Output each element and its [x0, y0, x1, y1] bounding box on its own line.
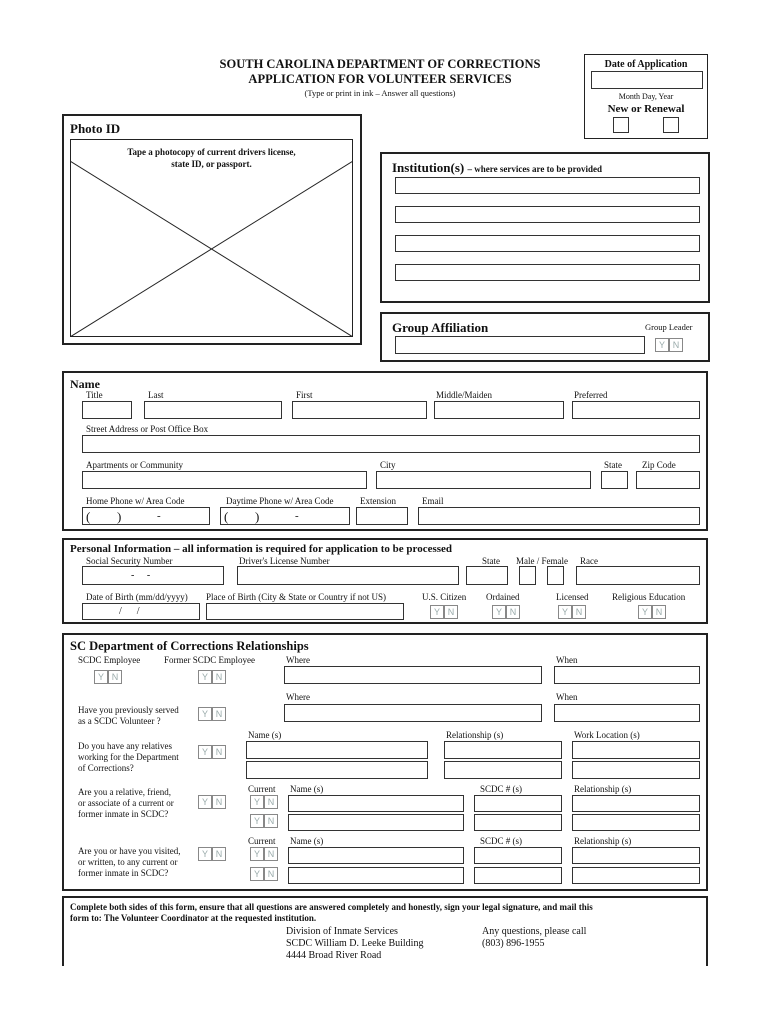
address-line-3: 4444 Broad River Road: [286, 950, 382, 961]
volunteer-when-input[interactable]: [554, 704, 700, 722]
no-option[interactable]: N: [652, 605, 666, 619]
visit-current-yn-2[interactable]: [250, 867, 278, 881]
group-leader-label: Group Leader: [645, 322, 693, 332]
group-affiliation-input[interactable]: [395, 336, 645, 354]
name-section: [62, 371, 708, 531]
q4-line-2: or written, to any current or: [78, 857, 178, 867]
extension-input[interactable]: [356, 507, 408, 525]
dob-input[interactable]: [82, 603, 200, 620]
previous-volunteer-question: [78, 705, 179, 727]
title-label: Title: [86, 390, 103, 400]
institutions-title: [392, 161, 602, 174]
sex-label: Male / Female: [516, 556, 568, 566]
no-option[interactable]: N: [444, 605, 458, 619]
day-phone-dash: -: [295, 510, 299, 522]
visit-question: [78, 846, 180, 879]
personal-info-title: Personal Information – all information is required for application to be processed: [70, 543, 453, 555]
q1-line-1: Have you previously served: [78, 705, 179, 715]
relative-name-input-2[interactable]: [246, 761, 428, 779]
associate-scdc-input-2[interactable]: [474, 814, 562, 831]
relationships-title: SC Department of Corrections Relationships: [70, 639, 309, 653]
female-checkbox[interactable]: [547, 566, 564, 585]
citizen-label: U.S. Citizen: [422, 592, 467, 602]
home-phone-paren-left: (: [86, 509, 91, 524]
visit-current-yn-1[interactable]: [250, 847, 278, 861]
address-line-2: SCDC William D. Leeke Building: [286, 938, 424, 949]
title-input[interactable]: [82, 401, 132, 419]
state-input[interactable]: [601, 471, 628, 489]
title-line-1: SOUTH CAROLINA DEPARTMENT OF CORRECTIONS: [219, 57, 541, 71]
yes-option[interactable]: Y: [250, 867, 264, 881]
yes-option[interactable]: Y: [492, 605, 506, 619]
form-title: [180, 57, 580, 99]
no-option[interactable]: N: [108, 670, 122, 684]
new-checkbox[interactable]: [613, 117, 629, 133]
institution-input-2[interactable]: [395, 206, 700, 223]
dl-input[interactable]: [237, 566, 459, 585]
institution-input-3[interactable]: [395, 235, 700, 252]
q2-line-1: Do you have any relatives: [78, 741, 172, 751]
date-of-application-input[interactable]: [591, 71, 703, 89]
associate-relationship-input-1[interactable]: [572, 795, 700, 812]
group-leader-yn[interactable]: [655, 338, 683, 352]
contact-line-1: Any questions, please call: [482, 926, 587, 937]
contact-info: [482, 926, 586, 950]
home-phone-paren-right: ): [117, 509, 122, 524]
where-label-1: Where: [286, 655, 310, 665]
address-line-1: Division of Inmate Services: [286, 926, 398, 937]
relative-relationship-input-2[interactable]: [444, 761, 562, 779]
no-option[interactable]: N: [264, 867, 278, 881]
q2-line-3: of Corrections?: [78, 763, 134, 773]
yes-option[interactable]: Y: [250, 847, 264, 861]
contact-phone: (803) 896-1955: [482, 938, 545, 949]
associate-question: [78, 787, 174, 820]
last-name-input[interactable]: [144, 401, 282, 419]
when-label-2: When: [556, 692, 578, 702]
associate-scdc-input-1[interactable]: [474, 795, 562, 812]
ssn-mask: - -: [131, 570, 151, 581]
preferred-label: Preferred: [574, 390, 608, 400]
dl-state-label: State: [482, 556, 500, 566]
middle-label: Middle/Maiden: [436, 390, 492, 400]
home-phone-label: Home Phone w/ Area Code: [86, 496, 185, 506]
licensed-yn[interactable]: [558, 605, 586, 619]
mailing-address: [286, 926, 423, 962]
q1-line-2: as a SCDC Volunteer ?: [78, 716, 161, 726]
zip-label: Zip Code: [642, 460, 676, 470]
ordained-yn[interactable]: [492, 605, 520, 619]
yes-option[interactable]: Y: [430, 605, 444, 619]
footer-section: [62, 896, 708, 966]
dl-state-input[interactable]: [466, 566, 508, 585]
relatives-names-label: Name (s): [248, 730, 282, 740]
yes-option[interactable]: Y: [94, 670, 108, 684]
extension-label: Extension: [360, 496, 396, 506]
no-option[interactable]: N: [506, 605, 520, 619]
associate-current-yn-2[interactable]: [250, 814, 278, 828]
associate-relationship-label: Relationship (s): [574, 784, 632, 794]
relatives-question: [78, 741, 179, 774]
male-checkbox[interactable]: [519, 566, 536, 585]
yes-option[interactable]: Y: [250, 814, 264, 828]
group-affiliation-title: Group Affiliation: [392, 320, 489, 335]
yes-option[interactable]: Y: [198, 707, 212, 721]
relative-work-location-input-1[interactable]: [572, 741, 700, 759]
associate-name-input-2[interactable]: [288, 814, 464, 831]
no-option[interactable]: N: [264, 814, 278, 828]
yes-option[interactable]: Y: [198, 795, 212, 809]
relative-name-input-1[interactable]: [246, 741, 428, 759]
no-option[interactable]: N: [212, 707, 226, 721]
scdc-employee-label: SCDC Employee: [78, 655, 141, 665]
race-label: Race: [580, 556, 598, 566]
no-option[interactable]: N: [572, 605, 586, 619]
no-option[interactable]: N: [212, 745, 226, 759]
no-option[interactable]: N: [212, 847, 226, 861]
institutions-section: [380, 152, 710, 303]
ssn-input[interactable]: [82, 566, 224, 585]
visit-current-label: Current: [248, 836, 276, 846]
no-option[interactable]: N: [264, 795, 278, 809]
day-phone-paren-left: (: [224, 509, 229, 524]
pob-input[interactable]: [206, 603, 404, 620]
daytime-phone-label: Daytime Phone w/ Area Code: [226, 496, 334, 506]
photo-id-title: Photo ID: [70, 121, 121, 136]
city-input[interactable]: [376, 471, 591, 489]
date-box-title: Date of Application: [604, 59, 688, 70]
relatives-yn[interactable]: [198, 745, 226, 759]
associate-scdc-no-label: SCDC # (s): [480, 784, 523, 794]
group-affiliation-section: [380, 312, 710, 362]
yes-option[interactable]: Y: [250, 795, 264, 809]
visit-scdc-input-1[interactable]: [474, 847, 562, 864]
q3-line-3: former inmate in SCDC?: [78, 809, 169, 819]
new-renewal-label: New or Renewal: [607, 103, 685, 115]
dob-mask: / /: [119, 606, 140, 617]
email-label: Email: [422, 496, 444, 506]
ssn-label: Social Security Number: [86, 556, 173, 566]
scdc-relationships-section: [62, 633, 708, 891]
ordained-label: Ordained: [486, 592, 520, 602]
yes-option[interactable]: Y: [558, 605, 572, 619]
yes-option[interactable]: Y: [638, 605, 652, 619]
preferred-name-input[interactable]: [572, 401, 700, 419]
visit-scdc-input-2[interactable]: [474, 867, 562, 884]
no-option[interactable]: N: [212, 670, 226, 684]
employee-when-input[interactable]: [554, 666, 700, 684]
scdc-employee-yn[interactable]: [94, 670, 122, 684]
visit-relationship-input-2[interactable]: [572, 867, 700, 884]
visit-scdc-no-label: SCDC # (s): [480, 836, 523, 846]
institution-input-1[interactable]: [395, 177, 700, 194]
photo-instructions: [71, 146, 352, 170]
yes-option[interactable]: Y: [198, 670, 212, 684]
employee-where-input[interactable]: [284, 666, 542, 684]
title-line-2: APPLICATION FOR VOLUNTEER SERVICES: [248, 72, 512, 86]
institutions-title-text: Institution(s): [392, 160, 465, 175]
previous-volunteer-yn[interactable]: [198, 707, 226, 721]
home-phone-input[interactable]: [82, 507, 210, 525]
name-title: Name: [70, 377, 100, 391]
photo-id-section: [62, 114, 362, 345]
visit-name-input-1[interactable]: [288, 847, 464, 864]
visit-name-input-2[interactable]: [288, 867, 464, 884]
yes-option[interactable]: Y: [198, 847, 212, 861]
dl-label: Driver's License Number: [239, 556, 330, 566]
footer-line-2: form to: The Volunteer Coordinator at the requested institution.: [70, 913, 317, 923]
date-hint: Month Day, Year: [618, 92, 674, 101]
middle-name-input[interactable]: [434, 401, 564, 419]
associate-names-label: Name (s): [290, 784, 324, 794]
no-option[interactable]: N: [212, 795, 226, 809]
q4-line-1: Are you or have you visited,: [78, 846, 181, 856]
day-phone-paren-right: ): [255, 509, 260, 524]
associate-current-yn-1[interactable]: [250, 795, 278, 809]
institutions-subtitle: – where services are to be provided: [467, 164, 602, 174]
relatives-relationship-label: Relationship (s): [446, 730, 504, 740]
q4-line-3: former inmate in SCDC?: [78, 868, 169, 878]
citizen-yn[interactable]: [430, 605, 458, 619]
no-option[interactable]: N: [264, 847, 278, 861]
relative-work-location-input-2[interactable]: [572, 761, 700, 779]
photo-instruction-2: state ID, or passport.: [171, 159, 252, 169]
home-phone-dash: -: [157, 510, 161, 522]
relative-relationship-input-1[interactable]: [444, 741, 562, 759]
photo-instruction-1: Tape a photocopy of current drivers license,: [127, 147, 296, 157]
where-label-2: Where: [286, 692, 310, 702]
street-label: Street Address or Post Office Box: [86, 424, 209, 434]
street-input[interactable]: [82, 435, 700, 453]
associate-relationship-input-2[interactable]: [572, 814, 700, 831]
religious-education-label: Religious Education: [612, 592, 686, 602]
visit-relationship-label: Relationship (s): [574, 836, 632, 846]
former-employee-label: Former SCDC Employee: [164, 655, 255, 665]
no-option[interactable]: N: [669, 338, 683, 352]
yes-option[interactable]: Y: [655, 338, 669, 352]
associate-name-input-1[interactable]: [288, 795, 464, 812]
associate-yn[interactable]: [198, 795, 226, 809]
race-input[interactable]: [576, 566, 700, 585]
visit-yn[interactable]: [198, 847, 226, 861]
q3-line-1: Are you a relative, friend,: [78, 787, 171, 797]
associate-current-label: Current: [248, 784, 276, 794]
daytime-phone-input[interactable]: [220, 507, 350, 525]
city-label: City: [380, 460, 396, 470]
first-name-input[interactable]: [292, 401, 427, 419]
personal-information-section: [62, 538, 708, 624]
religious-education-yn[interactable]: [638, 605, 666, 619]
apartments-input[interactable]: [82, 471, 367, 489]
volunteer-where-input[interactable]: [284, 704, 542, 722]
first-label: First: [296, 390, 313, 400]
institution-input-4[interactable]: [395, 264, 700, 281]
renewal-checkbox[interactable]: [663, 117, 679, 133]
zip-input[interactable]: [636, 471, 700, 489]
q3-line-2: or associate of a current or: [78, 798, 174, 808]
visit-names-label: Name (s): [290, 836, 324, 846]
licensed-label: Licensed: [556, 592, 589, 602]
former-employee-yn[interactable]: [198, 670, 226, 684]
q2-line-2: working for the Department: [78, 752, 179, 762]
visit-relationship-input-1[interactable]: [572, 847, 700, 864]
footer-line-1: Complete both sides of this form, ensure that all questions are answered completely and honestly, sign your legal signature, and mail this: [70, 902, 593, 912]
apartments-label: Apartments or Community: [86, 460, 183, 470]
email-input[interactable]: [418, 507, 700, 525]
footer-instructions: [70, 902, 702, 924]
last-label: Last: [148, 390, 164, 400]
yes-option[interactable]: Y: [198, 745, 212, 759]
work-location-label: Work Location (s): [574, 730, 640, 740]
pob-label: Place of Birth (City & State or Country if not US): [206, 592, 386, 602]
date-of-application-box: [584, 54, 708, 139]
title-instructions: (Type or print in ink – Answer all questions): [304, 88, 456, 98]
when-label-1: When: [556, 655, 578, 665]
photo-id-frame[interactable]: [70, 139, 353, 337]
state-label: State: [604, 460, 622, 470]
dob-label: Date of Birth (mm/dd/yyyy): [86, 592, 188, 602]
